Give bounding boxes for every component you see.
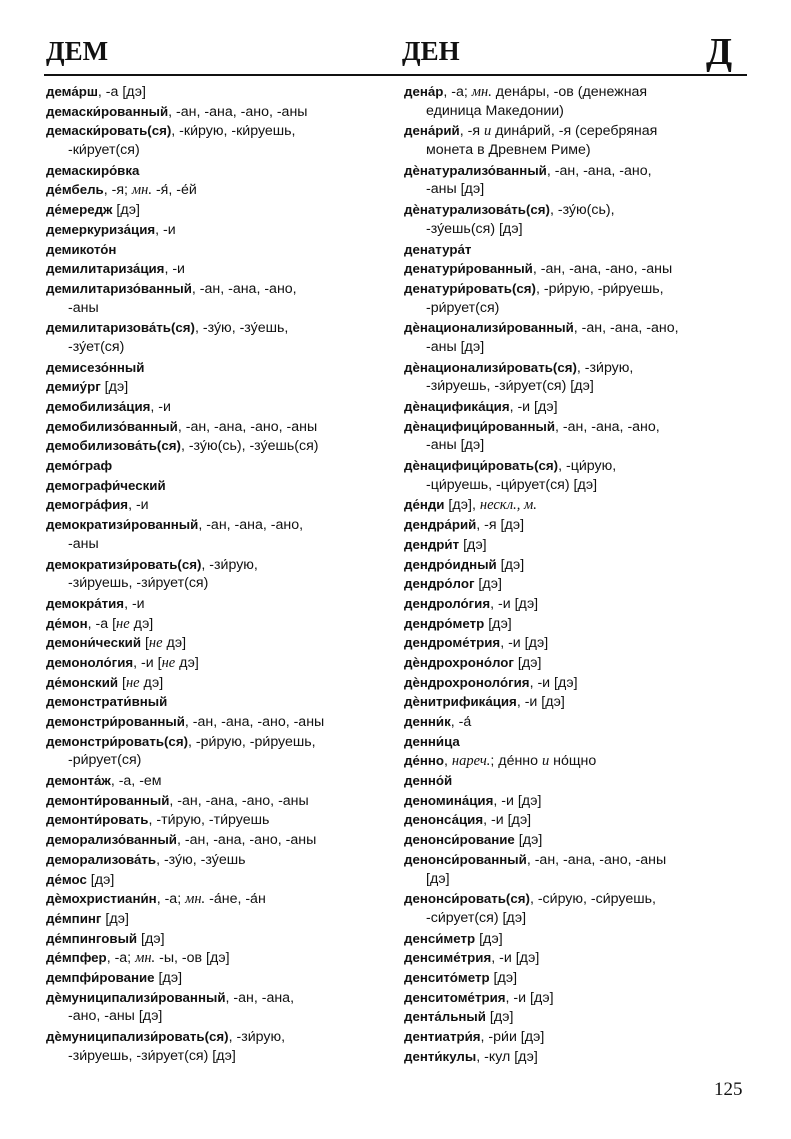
entry-grammar: , -ан, -ана, -ано, -аны	[176, 832, 317, 849]
entry-grammar: [дэ]	[86, 871, 115, 888]
dictionary-entry	[46, 988, 398, 1008]
entry-grammar: , -ри́и [дэ]	[480, 1029, 545, 1045]
dictionary-entry	[46, 102, 398, 122]
headword: дентиатри́я	[404, 1029, 481, 1044]
dictionary-entry	[404, 397, 749, 417]
dictionary-entry	[404, 515, 749, 535]
dictionary-entry	[404, 1047, 749, 1067]
dictionary-entry	[404, 279, 749, 299]
entry-grammar: , -ан, -ана, -ано, -аны	[168, 103, 308, 120]
entry-grammar: , -зи́рую,	[201, 556, 258, 573]
headword: дендроме́трия	[404, 635, 501, 651]
headword: дѐнацифика́ция	[404, 399, 510, 414]
headword: демисезо́нный	[46, 359, 145, 375]
entry-grammar: [дэ]	[101, 910, 129, 927]
dictionary-entry	[404, 574, 749, 594]
entry-grammar: , -ан, -ана, -ано,	[198, 517, 304, 534]
entry-grammar: , -ри́рую, -ри́руешь,	[188, 733, 316, 750]
dictionary-entry	[46, 240, 398, 260]
headword: деморализова́ть	[46, 851, 157, 867]
entry-grammar: [дэ]	[514, 832, 543, 849]
headword: денонса́ция	[404, 812, 484, 828]
dictionary-entry	[404, 948, 749, 968]
dictionary-entry	[404, 653, 749, 673]
headword: дендро́метр	[404, 615, 485, 631]
entry-continuation	[46, 299, 398, 319]
dictionary-entry	[46, 692, 398, 712]
dictionary-entry	[404, 791, 749, 811]
entry-grammar: -аны	[68, 535, 99, 552]
entry-grammar: [дэ]	[459, 536, 487, 553]
dictionary-entry	[46, 791, 398, 811]
entry-grammar: единица Македонии)	[426, 102, 564, 119]
dictionary-entry	[404, 810, 749, 830]
entry-grammar: , -зу́ю, -зу́ешь,	[195, 320, 289, 337]
entry-grammar: [дэ]	[475, 930, 503, 947]
entry-grammar: , -я и дина́рий, -я (серебряная	[459, 123, 658, 140]
headword: демилитаризова́ть(ся)	[46, 320, 195, 336]
entry-grammar: -ци́руешь, -ци́рует(ся) [дэ]	[426, 476, 598, 493]
headword: демонстрати́вный	[46, 694, 168, 710]
headword: де́мпинг	[46, 910, 102, 926]
dictionary-entry	[46, 653, 398, 673]
dictionary-entry	[404, 240, 749, 260]
entry-grammar: , -я; мн. -я́, -е́й	[103, 182, 197, 199]
entry-grammar: -ри́рует(ся)	[68, 752, 142, 769]
entry-grammar: -зу́ет(ся)	[68, 338, 125, 355]
headword: дѐнационализи́рованный	[404, 320, 574, 336]
entry-continuation	[404, 377, 749, 397]
dictionary-entry	[46, 594, 398, 614]
headword: демобилизо́ванный	[46, 418, 178, 434]
entry-continuation	[46, 574, 398, 594]
headword: демографи́ческий	[46, 477, 166, 493]
dictionary-entry	[404, 732, 749, 752]
headword: демпфи́рование	[46, 969, 155, 985]
entry-grammar: -зу́ешь(ся) [дэ]	[426, 220, 523, 237]
dictionary-entry	[404, 121, 749, 141]
dictionary-entry	[46, 810, 398, 830]
entry-grammar: , -ти́рую, -ти́руешь	[148, 812, 270, 829]
entry-continuation	[404, 436, 749, 456]
entry-grammar: [дэ]	[496, 556, 525, 573]
entry-grammar: , -зу́ю(сь),	[549, 202, 615, 219]
headword: де́мон	[46, 615, 88, 631]
dictionary-entry	[404, 417, 749, 437]
entry-continuation	[46, 338, 398, 358]
dictionary-entry	[46, 436, 398, 456]
dictionary-entry	[46, 870, 398, 890]
entry-grammar: , -и	[155, 221, 176, 238]
running-head-left: ДЕМ	[46, 36, 109, 66]
headword: денонси́ровать(ся)	[404, 891, 530, 907]
headword: дендро́идный	[404, 556, 497, 572]
dictionary-entry	[46, 82, 398, 102]
headword: денонси́рование	[404, 832, 515, 848]
dictionary-entry	[404, 614, 749, 634]
dictionary-entry	[46, 968, 398, 988]
entry-grammar: , -си́рую, -си́руешь,	[529, 891, 656, 908]
headword: демокра́тия	[46, 595, 125, 611]
entry-grammar: , -и	[124, 595, 145, 612]
dictionary-entry	[46, 495, 398, 515]
headword: дендро́лог	[404, 576, 475, 592]
entry-grammar: , -ан, -ана, -ано, -аны	[177, 418, 318, 435]
dictionary-entry	[46, 259, 398, 279]
dictionary-entry	[404, 633, 749, 653]
dictionary-entry	[404, 161, 749, 181]
dictionary-entry	[404, 259, 749, 279]
entry-continuation	[404, 180, 749, 200]
headword: деномина́ция	[404, 792, 494, 808]
dictionary-entry	[46, 889, 398, 909]
entry-continuation	[404, 220, 749, 240]
entry-grammar: [дэ]	[474, 576, 502, 593]
headword: демо́граф	[46, 458, 113, 474]
headword: демократизи́ровать(ся)	[46, 556, 202, 572]
dictionary-entry	[404, 929, 749, 949]
headword: демобилиза́ция	[46, 399, 151, 414]
entry-continuation	[404, 338, 749, 358]
headword: де́мос	[46, 871, 87, 887]
headword: денатури́рованный	[404, 261, 533, 277]
dictionary-entry	[46, 220, 398, 240]
entry-grammar: , -а [дэ]	[97, 84, 146, 100]
dictionary-entry	[46, 279, 398, 299]
headword: денсито́метр	[404, 969, 490, 985]
entry-grammar: , -и	[128, 497, 149, 514]
entry-grammar: [дэ]	[100, 379, 129, 396]
headword: демикото́н	[46, 241, 117, 257]
dictionary-entry	[404, 456, 749, 476]
entry-grammar: [дэ]	[489, 969, 518, 986]
headword: демоноло́гия	[46, 654, 134, 670]
entry-grammar: , -а, -ем	[110, 773, 162, 790]
headword: демонта́ж	[46, 773, 111, 789]
entry-grammar: , -ан, -ана, -ано,	[546, 162, 652, 179]
entry-continuation	[404, 299, 749, 319]
dictionary-entry	[404, 712, 749, 732]
headword: демилитариза́ция	[46, 261, 165, 277]
headword: денатури́ровать(ся)	[404, 280, 536, 296]
headword: демилитаризо́ванный	[46, 280, 192, 296]
headword: дѐмохристиани́н	[46, 891, 157, 907]
dictionary-entry	[404, 535, 749, 555]
dictionary-entry	[404, 555, 749, 575]
headword: демаски́рованный	[46, 103, 169, 119]
entry-grammar: , -ан, -ана,	[225, 989, 295, 1006]
entry-grammar: , -и [дэ]	[500, 635, 549, 652]
entry-continuation	[46, 141, 398, 161]
dictionary-entry	[46, 476, 398, 496]
dictionary-entry	[404, 1027, 749, 1047]
dictionary-entry	[404, 968, 749, 988]
entry-grammar: , -и [не дэ]	[133, 654, 199, 671]
right-column	[404, 82, 749, 1066]
entry-continuation	[46, 751, 398, 771]
entry-grammar: , -ан, -ана, -ано,	[191, 280, 297, 297]
headword: де́мбель	[46, 182, 104, 198]
entry-grammar: [дэ], нескл., м.	[444, 497, 537, 514]
dictionary-entry	[404, 850, 749, 870]
dictionary-entry	[404, 495, 749, 515]
entry-grammar: -зи́руешь, -зи́рует(ся) [дэ]	[426, 378, 594, 395]
headword: демонстри́ровать(ся)	[46, 733, 189, 749]
headword: де́мпфер	[46, 950, 107, 966]
headword: дѐндрохроноло́гия	[404, 674, 530, 690]
entry-continuation	[404, 870, 749, 890]
entry-grammar: , -а; мн. -ы, -ов [дэ]	[106, 950, 230, 967]
dictionary-entry	[404, 594, 749, 614]
headword: демонстри́рованный	[46, 714, 185, 729]
dictionary-entry	[46, 830, 398, 850]
headword: дента́льный	[404, 1009, 486, 1025]
dictionary-entry	[404, 200, 749, 220]
page-number: 125	[714, 1079, 743, 1100]
headword: дена́р	[404, 84, 444, 99]
headword: демаскиро́вка	[46, 162, 140, 178]
entry-grammar: , -ан, -ана, -ано, -аны	[184, 714, 325, 730]
entry-grammar: -аны	[68, 299, 99, 316]
dictionary-entry	[46, 180, 398, 200]
entry-grammar: , -кул [дэ]	[476, 1048, 538, 1065]
entry-grammar: [дэ]	[112, 202, 140, 219]
headword: дѐнатурализо́ванный	[404, 162, 547, 178]
entry-continuation	[46, 535, 398, 555]
entry-grammar: [дэ]	[426, 870, 450, 887]
dictionary-entry	[46, 948, 398, 968]
dictionary-entry	[404, 771, 749, 791]
entry-grammar: , нареч.; де́нно и но́щно	[444, 753, 597, 770]
dictionary-entry	[404, 673, 749, 693]
left-column	[46, 82, 398, 1066]
dictionary-entry	[46, 732, 398, 752]
dictionary-entry	[404, 889, 749, 909]
headword: демеркуриза́ция	[46, 221, 156, 237]
entry-grammar: , -и [дэ]	[516, 694, 565, 711]
dictionary-entry	[46, 397, 398, 417]
headword: денни́к	[404, 714, 451, 729]
headword: денни́ца	[404, 733, 460, 749]
dictionary-entry	[46, 909, 398, 929]
dictionary-entry	[404, 82, 749, 102]
entry-grammar: , -а [не дэ]	[87, 615, 154, 632]
headword: дема́рш	[46, 84, 98, 99]
entry-grammar: [дэ]	[484, 615, 512, 632]
entry-grammar: -аны [дэ]	[426, 437, 485, 454]
headword: де́мпинговый	[46, 930, 138, 946]
headword: дена́рий	[404, 123, 460, 139]
entry-grammar: , -зи́рую,	[576, 359, 634, 376]
entry-grammar: -аны [дэ]	[426, 338, 485, 355]
dictionary-entry	[404, 692, 749, 712]
entry-grammar: , -ан, -ана, -ано,	[573, 320, 679, 337]
dictionary-entry	[46, 417, 398, 437]
dictionary-entry	[46, 121, 398, 141]
headword: деморализо́ванный	[46, 832, 177, 848]
entry-grammar: , -и [дэ]	[491, 950, 540, 967]
entry-continuation	[404, 909, 749, 929]
headword: де́монский	[46, 674, 119, 690]
entry-grammar: , -а; мн. дена́ры, -ов (денежная	[443, 84, 648, 100]
headword: демиу́рг	[46, 379, 101, 395]
headword: дѐнатурализова́ть(ся)	[404, 202, 550, 218]
entry-grammar: [дэ]	[154, 969, 183, 986]
entry-grammar: , -а́	[450, 714, 472, 730]
entry-grammar: [не дэ]	[118, 674, 164, 691]
dictionary-entry	[46, 318, 398, 338]
entry-grammar: , -ан, -ана, -ано, -аны	[532, 261, 673, 278]
dictionary-entry	[46, 1027, 398, 1047]
entry-grammar: , -и [дэ]	[493, 792, 542, 809]
entry-grammar: , -и [дэ]	[505, 989, 554, 1006]
headword: дѐнитрифика́ция	[404, 694, 517, 710]
entry-grammar: [дэ]	[137, 930, 165, 947]
entry-continuation	[404, 102, 749, 122]
section-letter: Д	[706, 31, 733, 73]
dictionary-entry	[46, 555, 398, 575]
entry-continuation	[46, 1047, 398, 1067]
dictionary-entry	[404, 318, 749, 338]
dictionary-entry	[404, 358, 749, 378]
dictionary-entry	[46, 633, 398, 653]
running-head-right: ДЕН	[402, 36, 460, 66]
dictionary-entry	[46, 614, 398, 634]
entry-continuation	[404, 476, 749, 496]
entry-grammar: -ри́рует(ся)	[426, 299, 500, 316]
dictionary-entry	[404, 751, 749, 771]
dictionary-entry	[46, 377, 398, 397]
entry-grammar: , -и [дэ]	[483, 812, 532, 829]
entry-grammar: [дэ]	[485, 1009, 514, 1026]
headword: демократизи́рованный	[46, 517, 199, 533]
entry-grammar: , -а; мн. -а́не, -а́н	[156, 891, 266, 908]
dictionary-entry	[46, 161, 398, 181]
entry-grammar: -ано, -аны [дэ]	[68, 1008, 163, 1025]
entry-grammar: , -и [дэ]	[509, 399, 558, 415]
entry-grammar: -зи́руешь, -зи́рует(ся) [дэ]	[68, 1047, 236, 1064]
entry-grammar: -си́рует(ся) [дэ]	[426, 909, 527, 926]
entry-grammar: , -ки́рую, -ки́руешь,	[171, 123, 296, 140]
entry-grammar: монета в Древнем Риме)	[426, 142, 591, 159]
headword: дендроло́гия	[404, 595, 491, 611]
headword: дѐмуниципализи́ровать(ся)	[46, 1029, 229, 1044]
headword: денсиме́трия	[404, 950, 492, 966]
dictionary-entry	[404, 1007, 749, 1027]
dictionary-entry	[46, 771, 398, 791]
entry-grammar: , -и	[164, 261, 185, 278]
headword: де́нди	[404, 497, 445, 513]
entry-grammar: , -ри́рую, -ри́руешь,	[535, 280, 664, 297]
entry-grammar: , -и [дэ]	[490, 595, 539, 612]
header-rule	[44, 74, 747, 76]
headword: демони́ческий	[46, 635, 141, 651]
dictionary-entry	[46, 200, 398, 220]
headword: дендра́рий	[404, 517, 477, 533]
dictionary-entry	[404, 830, 749, 850]
entry-grammar: , -ан, -ана, -ано, -аны	[169, 792, 309, 809]
headword: дѐмуниципализи́рованный	[46, 989, 226, 1005]
entry-grammar: , -ан, -ана, -ано,	[555, 418, 660, 435]
headword: денно́й	[404, 773, 453, 789]
entry-continuation	[404, 141, 749, 161]
entry-grammar: , -зу́ю, -зу́ешь	[156, 851, 246, 868]
entry-grammar: , -я [дэ]	[476, 517, 525, 534]
entry-grammar: -аны [дэ]	[426, 181, 485, 198]
dictionary-entry	[46, 358, 398, 378]
headword: денси́метр	[404, 930, 476, 946]
entry-grammar: [дэ]	[513, 654, 542, 671]
headword: демонти́ровать	[46, 812, 149, 828]
dictionary-entry	[404, 988, 749, 1008]
dictionary-entry	[46, 929, 398, 949]
dictionary-entry	[46, 456, 398, 476]
headword: денонси́рованный	[404, 851, 527, 867]
entry-grammar: -ки́рует(ся)	[68, 142, 140, 159]
dictionary-entry	[46, 850, 398, 870]
entry-grammar: , -ци́рую,	[558, 458, 617, 475]
headword: денти́кулы	[404, 1048, 477, 1064]
headword: дѐнацифици́ровать(ся)	[404, 458, 559, 474]
headword: денатура́т	[404, 241, 472, 257]
headword: дѐнационализи́ровать(ся)	[404, 359, 577, 375]
headword: де́мередж	[46, 202, 113, 218]
headword: дѐнацифици́рованный	[404, 418, 555, 434]
dictionary-entry	[46, 673, 398, 693]
dictionary-entry	[46, 712, 398, 732]
entry-grammar: -зи́руешь, -зи́рует(ся)	[68, 575, 209, 592]
entry-grammar: , -зи́рую,	[228, 1029, 286, 1045]
headword: демогра́фия	[46, 497, 129, 513]
headword: демонти́рованный	[46, 792, 170, 808]
entry-grammar: , -и [дэ]	[529, 674, 578, 691]
headword: де́нно	[404, 753, 445, 769]
headword: дендри́т	[404, 536, 460, 552]
headword: денситоме́трия	[404, 989, 506, 1005]
entry-grammar: [не дэ]	[141, 635, 187, 652]
entry-grammar: , -зу́ю(сь), -зу́ешь(ся)	[180, 438, 319, 455]
entry-continuation	[46, 1007, 398, 1027]
entry-grammar: , -ан, -ана, -ано, -аны	[526, 851, 667, 868]
headword: демаски́ровать(ся)	[46, 123, 172, 139]
dictionary-entry	[46, 515, 398, 535]
headword: демобилизова́ть(ся)	[46, 438, 181, 454]
headword: дѐндрохроно́лог	[404, 654, 514, 670]
entry-grammar: , -и	[150, 399, 171, 415]
